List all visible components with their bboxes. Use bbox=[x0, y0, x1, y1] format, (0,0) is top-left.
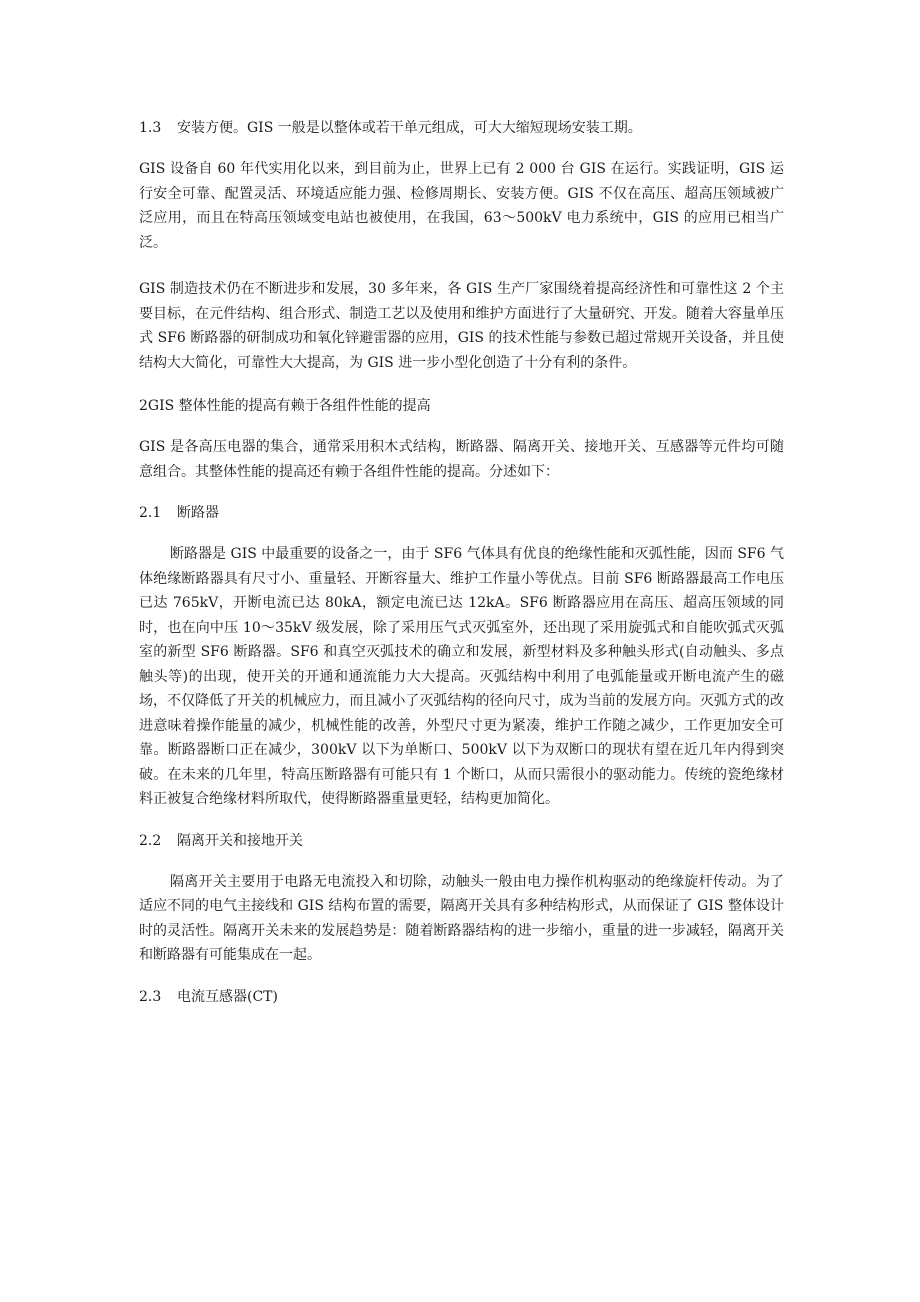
section-2-heading: 2GIS 整体性能的提高有赖于各组件性能的提高 bbox=[139, 398, 431, 414]
paragraph-gis-development: GIS 制造技术仍在不断进步和发展，30 多年来，各 GIS 生产厂家围绕着提高经济性和可靠性这 2 个主要目标，在元件结构、组合形式、制造工艺以及使用和维护方面进行了大量研究、开发。随着大容量单压式 SF6 断路器的研制成功和氧化锌避雷器的应用，GIS 的技术性能与参数已超过常规开关设备，并且使结构大大简化，可靠性大大提高，为 GIS 进一步小型化创造了十分有利的条件。 bbox=[139, 281, 784, 371]
section-2-1-heading bbox=[139, 501, 784, 525]
section-text: 断路器 bbox=[177, 505, 219, 521]
section-text: 隔离开关和接地开关 bbox=[177, 832, 303, 849]
paragraph-disconnector: 隔离开关主要用于电路无电流投入和切除，动触头一般由电力操作机构驱动的绝缘旋杆传动。为了适应不同的电气主接线和 GIS 结构布置的需要，隔离开关具有多种结构形式，从而保证了 GIS 整体设计时的灵活性。隔离开关未来的发展趋势是：随着断路器结构的进一步缩小，重量的进一步减轻，隔离开关和断路器有可能集成在一起。 bbox=[139, 873, 784, 963]
document-page bbox=[139, 116, 784, 1009]
paragraph-gis-components: GIS 是各高压电器的集合，通常采用积木式结构，断路器、隔离开关、接地开关、互感器等元件均可随意组合。其整体性能的提高还有赖于各组件性能的提高。分述如下： bbox=[139, 439, 784, 480]
section-number: 1.3 bbox=[139, 120, 162, 136]
section-number: 2.3 bbox=[139, 988, 162, 1005]
section-number: 2.1 bbox=[139, 505, 162, 521]
section-text: 电流互感器(CT) bbox=[177, 988, 278, 1005]
paragraph-gis-history: GIS 设备自 60 年代实用化以来，到目前为止，世界上已有 2 000 台 GIS 在运行。实践证明，GIS 运行安全可靠、配置灵活、环境适应能力强、检修周期长、安装方便。GIS 不仅在高压、超高压领域被广泛应用，而且在特高压领域变电站也被使用，在我国，63～500kV 电力系统中，GIS 的应用已相当广泛。 bbox=[139, 161, 784, 251]
section-1-3-heading bbox=[139, 116, 784, 140]
paragraph-circuit-breaker: 断路器是 GIS 中最重要的设备之一，由于 SF6 气体具有优良的绝缘性能和灭弧性能，因而 SF6 气体绝缘断路器具有尺寸小、重量轻、开断容量大、维护工作量小等优点。目前 SF6 断路器最高工作电压已达 765kV，开断电流已达 80kA，额定电流已达 12kA。SF6 断路器应用在高压、超高压领域的同时，也在向中压 10～35kV 级发展，除了采用压气式灭弧室外，还出现了采用旋弧式和自能吹弧式灭弧室的新型 SF6 断路器。SF6 和真空灭弧技术的确立和发展，新型材料及多种触头形式(自动触头、多点触头等)的出现，使开关的开通和通流能力大大提高。灭弧结构中利用了电弧能量或开断电流产生的磁场，不仅降低了开关的机械应力，而且减小了灭弧结构的径向尺寸，成为当前的发展方向。灭弧方式的改进意味着操作能量的减少，机械性能的改善，外型尺寸更为紧凑，维护工作随之减少，工作更加安全可靠。断路器断口正在减少，300kV 以下为单断口、500kV 以下为双断口的现状有望在近几年内得到突破。在未来的几年里，特高压断路器有可能只有 1 个断口，从而只需很小的驱动能力。传统的瓷绝缘材料正被复合绝缘材料所取代，使得断路器重量更轻，结构更加简化。 bbox=[139, 546, 784, 807]
section-text: 安装方便。GIS 一般是以整体或若干单元组成，可大大缩短现场安装工期。 bbox=[177, 120, 642, 136]
section-number: 2.2 bbox=[139, 832, 162, 849]
section-2-2-heading bbox=[139, 829, 784, 853]
section-2-3-heading bbox=[139, 985, 784, 1009]
